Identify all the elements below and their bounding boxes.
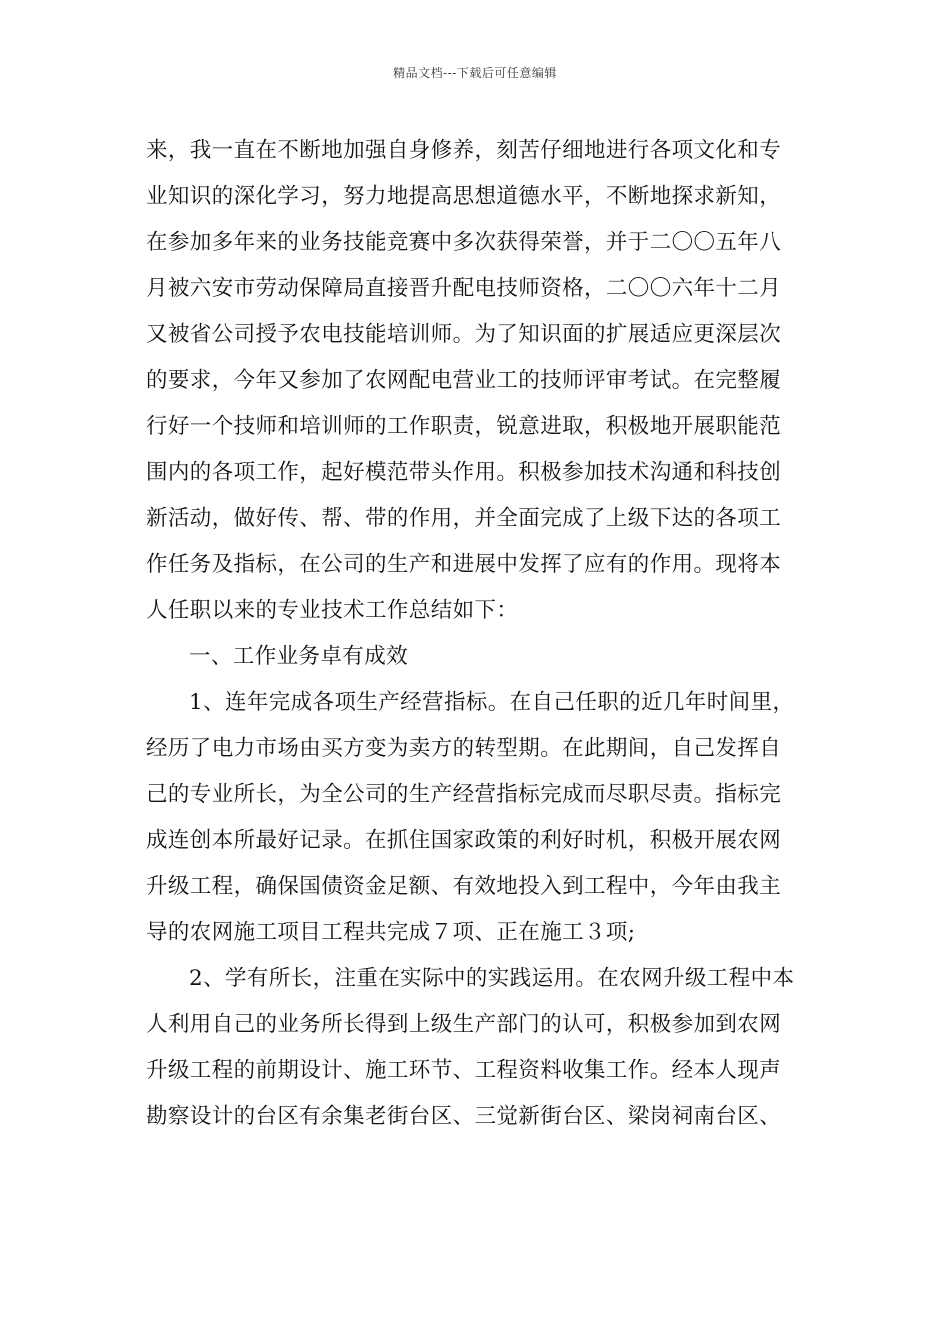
text-line: 经历了电力市场由买方变为卖方的转型期。在此期间，自己发挥自	[146, 736, 782, 761]
text-line: 导的农网施工项目工程共完成７项、正在施工３项;	[146, 920, 636, 945]
text-line: 己的专业所长，为全公司的生产经营指标完成而尽职尽责。指标完	[146, 782, 782, 807]
text-line: 业知识的深化学习，努力地提高思想道德水平，不断地探求新知，	[146, 184, 782, 209]
text-line: 围内的各项工作，起好模范带头作用。积极参加技术沟通和科技创	[146, 460, 782, 485]
text-line: 来，我一直在不断地加强自身修养，刻苦仔细地进行各项文化和专	[146, 138, 782, 163]
text-line: 升级工程，确保国债资金足额、有效地投入到工程中，今年由我主	[146, 874, 782, 899]
page-header: 精品文档---下载后可任意编辑	[393, 66, 557, 80]
text-line: 人利用自己的业务所长得到上级生产部门的认可，积极参加到农网	[146, 1012, 782, 1037]
text-line: 的要求，今年又参加了农网配电营业工的技师评审考试。在完整履	[146, 368, 782, 393]
text-line: 升级工程的前期设计、施工环节、工程资料收集工作。经本人现声	[146, 1058, 782, 1083]
text-line: 人任职以来的专业技术工作总结如下：	[146, 598, 519, 623]
text-line: 勘察设计的台区有余集老街台区、三觉新街台区、梁岗祠南台区、	[146, 1104, 782, 1129]
text-line: 作任务及指标，在公司的生产和进展中发挥了应有的作用。现将本	[146, 552, 782, 577]
text-line: 2、学有所长，注重在实际中的实践运用。在农网升级工程中本	[189, 966, 795, 991]
text-line: 行好一个技师和培训师的工作职责，锐意进取，积极地开展职能范	[146, 414, 782, 439]
section-heading: 一、工作业务卓有成效	[189, 644, 409, 669]
text-line: 新活动，做好传、帮、带的作用，并全面完成了上级下达的各项工	[146, 506, 782, 531]
text-line: 又被省公司授予农电技能培训师。为了知识面的扩展适应更深层次	[146, 322, 782, 347]
text-line: 1、连年完成各项生产经营指标。在自己任职的近几年时间里，	[189, 690, 795, 715]
text-line: 月被六安市劳动保障局直接晋升配电技师资格，二〇〇六年十二月	[146, 276, 782, 301]
text-line: 在参加多年来的业务技能竞赛中多次获得荣誉，并于二〇〇五年八	[146, 230, 782, 255]
text-line: 成连创本所最好记录。在抓住国家政策的利好时机，积极开展农网	[146, 828, 782, 853]
document-body	[146, 128, 811, 1140]
